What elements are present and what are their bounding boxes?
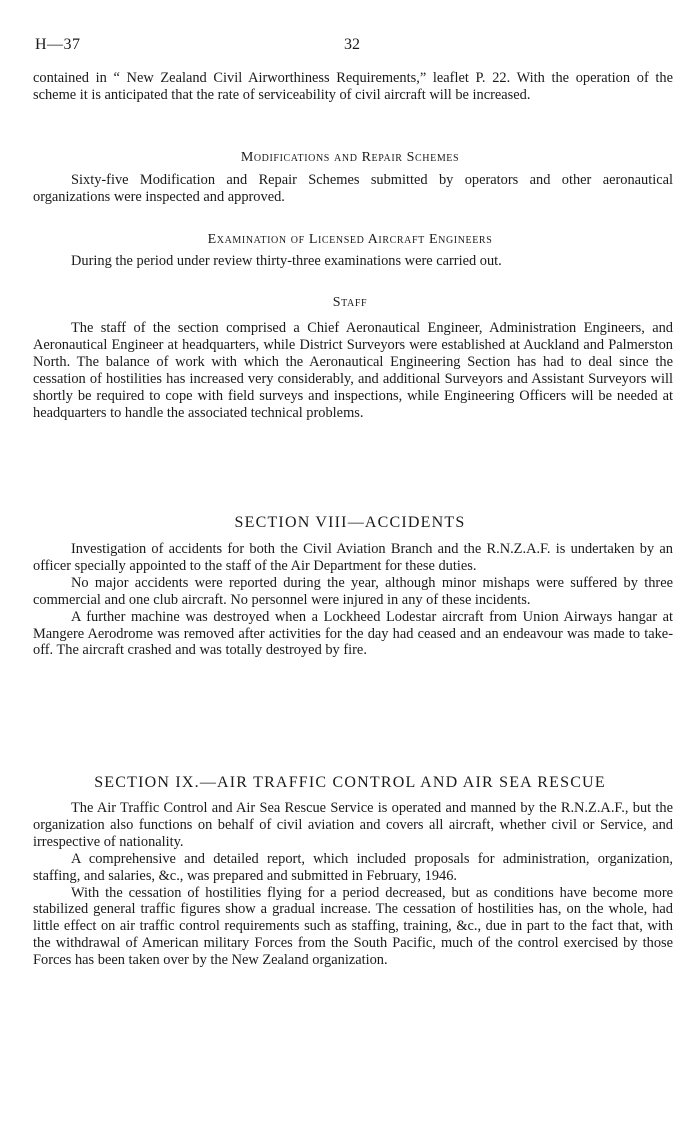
section-8-paragraph-2: No major accidents were reported during the year, although minor mishaps were suffered by three commercial and one club aircraft. No personnel were injured in any of these incidents. [33,574,673,608]
examination-heading: Examination of Licensed Aircraft Engineers [207,232,493,247]
section-8-paragraph-3: A further machine was destroyed when a Lockheed Lodestar aircraft from Union Airways hangar at Mangere Aerodrome was removed after activities for the day had ceased and an endeavour was made to take-off. The aircraft crashed and was totally destroyed by fire. [33,608,673,659]
section-9-heading: SECTION IX.—AIR TRAFFIC CONTROL AND AIR SEA RESCUE [94,774,606,791]
modifications-paragraph: Sixty-five Modification and Repair Schemes submitted by operators and other aeronautical organizations were inspected and approved. [33,172,673,205]
staff-paragraph: The staff of the section comprised a Chief Aeronautical Engineer, Administration Engineers, and Aeronautical Engineer at headquarters, while District Surveyors were established at Auckland and Palmerston North. The balance of work with which the Aeronautical Engineering Section has had to deal since the cessation of hostilities has increased very considerably, and additional Surveyors and Assistant Surveyors will shortly be required to cope with field surveys and inspections, while Engineering Officers will be needed at headquarters to handle the associated technical problems. [33,320,673,421]
continuation-block [33,70,673,104]
page-number: 32 [344,36,360,53]
section-9-paragraph-2: A comprehensive and detailed report, which included proposals for administration, organization, staffing, and salaries, &c., was prepared and submitted in February, 1946. [33,850,673,884]
examination-block [33,253,673,270]
continuation-paragraph: contained in “ New Zealand Civil Airworthiness Requirements,” leaflet P. 22. With the operation of the scheme it is anticipated that the rate of serviceability of civil aircraft will be increased. [33,70,673,103]
section-8-heading: SECTION VIII—ACCIDENTS [234,514,466,531]
staff-block [33,320,673,421]
section-9-paragraph-3: With the cessation of hostilities flying for a period decreased, but as conditions have become more stabilized general traffic figures show a gradual increase. The cessation of hostilities has, on the whole, had little effect on air traffic control requirements such as staffing, training, &c., due in part to the fact that, with the withdrawal of American military Forces from the South Pacific, much of the control exercised by those Forces has been taken over by the New Zealand organization. [33,884,673,969]
modifications-block [33,172,673,206]
document-reference: H—37 [35,36,81,53]
section-9-block [33,800,673,969]
section-9-paragraph-1: The Air Traffic Control and Air Sea Rescue Service is operated and manned by the R.N.Z.A.F., but the organization also functions on behalf of civil aviation and covers all aircraft, whether civil or Service, and irrespective of nationality. [33,800,673,850]
section-8-paragraph-1: Investigation of accidents for both the Civil Aviation Branch and the R.N.Z.A.F. is undertaken by an officer specially appointed to the staff of the Air Department for these duties. [33,541,673,574]
section-8-block [33,541,673,659]
modifications-heading: Modifications and Repair Schemes [240,150,460,165]
examination-paragraph: During the period under review thirty-three examinations were carried out. [71,253,502,269]
staff-heading: Staff [332,295,368,310]
